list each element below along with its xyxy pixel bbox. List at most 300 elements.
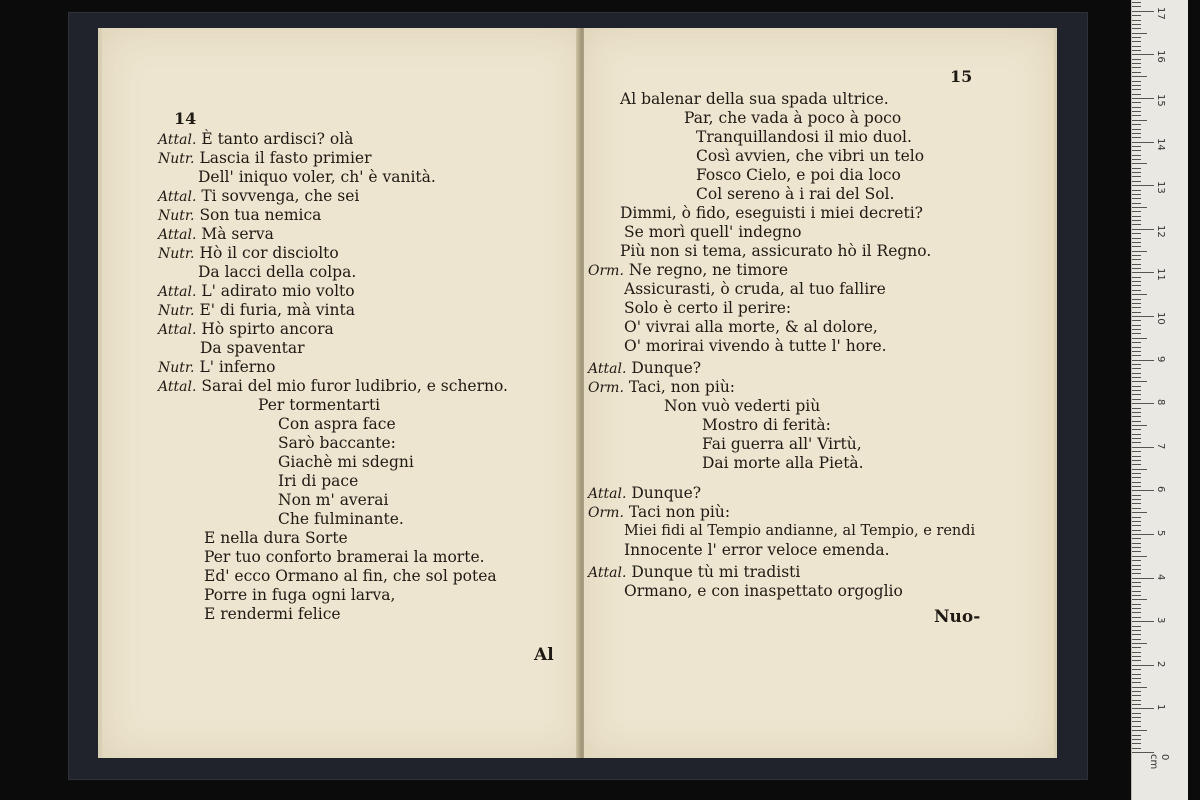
ruler-tick bbox=[1132, 565, 1141, 566]
ruler-tick bbox=[1132, 76, 1147, 77]
ruler-number: 3 bbox=[1155, 617, 1166, 624]
speaker: Orm. bbox=[588, 505, 624, 521]
ruler-number: 14 bbox=[1155, 138, 1166, 151]
right-folio: 15 bbox=[950, 67, 973, 86]
ruler-tick bbox=[1132, 41, 1141, 42]
ruler-tick bbox=[1132, 264, 1141, 265]
speaker: Nutr. bbox=[158, 246, 195, 262]
ruler-tick bbox=[1132, 146, 1141, 147]
ruler-number: 8 bbox=[1155, 399, 1166, 406]
verse: Mostro di ferità: bbox=[702, 416, 831, 434]
ruler-tick bbox=[1132, 429, 1141, 430]
ruler-tick bbox=[1132, 669, 1141, 670]
ruler-tick bbox=[1132, 373, 1141, 374]
verse: Così avvien, che vibri un telo bbox=[696, 147, 925, 165]
right-line-13 bbox=[624, 318, 878, 336]
ruler-tick bbox=[1132, 394, 1141, 395]
ruler-tick bbox=[1132, 67, 1141, 68]
ruler-number: 7 bbox=[1155, 443, 1166, 450]
ruler-tick bbox=[1132, 277, 1141, 278]
ruler-tick bbox=[1132, 390, 1141, 391]
ruler-tick bbox=[1132, 333, 1141, 334]
ruler-tick bbox=[1132, 682, 1141, 683]
ruler-number: 15 bbox=[1155, 94, 1166, 107]
verse: Dimmi, ò fido, eseguisti i miei decreti? bbox=[620, 204, 923, 222]
ruler-number: 1 bbox=[1155, 704, 1166, 711]
verse: Dai morte alla Pietà. bbox=[702, 454, 864, 472]
verse: Par, che vada à poco à poco bbox=[684, 109, 902, 127]
right-page bbox=[584, 28, 1057, 758]
ruler-tick bbox=[1132, 735, 1141, 736]
right-line-5 bbox=[696, 166, 901, 184]
verse: Dunque? bbox=[631, 359, 702, 377]
verse: Se morì quell' indegno bbox=[624, 223, 802, 241]
verse: E' di furia, mà vinta bbox=[199, 301, 355, 319]
ruler-tick bbox=[1132, 294, 1147, 295]
ruler-tick bbox=[1132, 133, 1141, 134]
ruler-tick bbox=[1132, 416, 1141, 417]
ruler-tick bbox=[1132, 469, 1147, 470]
ruler-tick bbox=[1132, 28, 1141, 29]
verse: Innocente l' error veloce emenda. bbox=[624, 541, 890, 559]
verse: Ne regno, ne timore bbox=[628, 261, 789, 279]
left-line-1 bbox=[158, 130, 353, 149]
left-line-25 bbox=[204, 586, 395, 604]
speaker: Attal. bbox=[158, 379, 197, 395]
verse: Dunque tù mi tradisti bbox=[631, 563, 801, 581]
ruler-tick bbox=[1132, 290, 1141, 291]
ruler-tick bbox=[1132, 704, 1141, 705]
left-line-22 bbox=[204, 529, 348, 547]
ruler-tick bbox=[1132, 72, 1141, 73]
ruler-tick bbox=[1132, 482, 1141, 483]
right-line-6 bbox=[696, 185, 894, 203]
verse: Giachè mi sdegni bbox=[278, 453, 414, 471]
right-line-24 bbox=[624, 541, 890, 559]
ruler-tick bbox=[1132, 399, 1141, 400]
ruler-number: 9 bbox=[1155, 356, 1166, 363]
ruler-tick bbox=[1132, 403, 1154, 404]
ruler-tick bbox=[1132, 355, 1141, 356]
ruler-tick bbox=[1132, 556, 1147, 557]
ruler-tick bbox=[1132, 687, 1147, 688]
ruler-tick bbox=[1132, 713, 1141, 714]
ruler-tick bbox=[1132, 320, 1141, 321]
ruler-tick bbox=[1132, 525, 1141, 526]
ruler-tick bbox=[1132, 299, 1141, 300]
verse: Porre in fuga ogni larva, bbox=[204, 586, 396, 604]
verse: Sarò baccante: bbox=[278, 434, 396, 452]
speaker: Attal. bbox=[158, 189, 197, 205]
ruler-tick bbox=[1132, 172, 1141, 173]
left-line-20 bbox=[278, 491, 388, 509]
verse: Più non si tema, assicurato hò il Regno. bbox=[620, 242, 932, 260]
ruler-tick bbox=[1132, 312, 1141, 313]
verse: O' morirai vivendo à tutte l' hore. bbox=[624, 337, 887, 355]
ruler-tick bbox=[1132, 54, 1154, 55]
ruler-tick bbox=[1132, 94, 1141, 95]
ruler-tick bbox=[1132, 364, 1141, 365]
ruler-tick bbox=[1132, 674, 1141, 675]
verse: Da lacci della colpa. bbox=[198, 263, 357, 281]
right-line-16 bbox=[588, 378, 735, 397]
ruler-number: 13 bbox=[1155, 181, 1166, 194]
verse: È tanto ardisci? olà bbox=[201, 130, 354, 148]
speaker: Nutr. bbox=[158, 303, 195, 319]
ruler-tick bbox=[1132, 229, 1154, 230]
speaker: Nutr. bbox=[158, 151, 195, 167]
ruler-tick bbox=[1132, 368, 1141, 369]
ruler-tick bbox=[1132, 512, 1147, 513]
verse: Non m' averai bbox=[278, 491, 389, 509]
ruler-tick bbox=[1132, 176, 1141, 177]
verse: Hò spirto ancora bbox=[201, 320, 334, 338]
speaker: Attal. bbox=[158, 132, 197, 148]
left-line-21 bbox=[278, 510, 404, 528]
ruler-tick bbox=[1132, 150, 1141, 151]
ruler-tick bbox=[1132, 551, 1141, 552]
ruler-tick bbox=[1132, 59, 1141, 60]
ruler-tick bbox=[1132, 473, 1141, 474]
ruler-tick bbox=[1132, 190, 1141, 191]
verse: Assicurasti, ò cruda, al tuo fallire bbox=[624, 280, 886, 298]
ruler-tick bbox=[1132, 578, 1154, 579]
ruler-tick bbox=[1132, 238, 1141, 239]
ruler-tick bbox=[1132, 185, 1154, 186]
ruler-tick bbox=[1132, 612, 1141, 613]
ruler-tick bbox=[1132, 626, 1141, 627]
verse: Ed' ecco Ormano al fin, che sol potea bbox=[204, 567, 497, 585]
verse: L' inferno bbox=[199, 358, 276, 376]
ruler-tick bbox=[1132, 307, 1141, 308]
ruler-tick bbox=[1132, 739, 1141, 740]
ruler-tick bbox=[1132, 159, 1141, 160]
verse: Solo è certo il perire: bbox=[624, 299, 792, 317]
right-line-21 bbox=[588, 484, 701, 503]
ruler-tick bbox=[1132, 460, 1141, 461]
ruler-tick bbox=[1132, 490, 1154, 491]
ruler-tick bbox=[1132, 33, 1147, 34]
left-line-16 bbox=[278, 415, 396, 433]
right-line-19 bbox=[702, 435, 862, 453]
verse: Tranquillandosi il mio duol. bbox=[696, 128, 912, 146]
ruler-tick bbox=[1132, 591, 1141, 592]
ruler-tick bbox=[1132, 351, 1141, 352]
ruler-tick bbox=[1132, 617, 1141, 618]
verse: Con aspra face bbox=[278, 415, 396, 433]
ruler-tick bbox=[1132, 421, 1141, 422]
speaker: Attal. bbox=[588, 565, 627, 581]
right-catchword: Nuo- bbox=[934, 607, 981, 627]
ruler-tick bbox=[1132, 203, 1141, 204]
ruler-tick bbox=[1132, 381, 1147, 382]
speaker: Attal. bbox=[588, 486, 627, 502]
left-line-26 bbox=[204, 605, 341, 623]
ruler-tick bbox=[1132, 595, 1141, 596]
ruler-tick bbox=[1132, 495, 1141, 496]
speaker: Attal. bbox=[158, 322, 197, 338]
ruler-tick bbox=[1132, 338, 1147, 339]
verse: Taci, non più: bbox=[628, 378, 736, 396]
ruler-tick bbox=[1132, 142, 1154, 143]
ruler-tick bbox=[1132, 137, 1141, 138]
ruler-tick bbox=[1132, 89, 1141, 90]
speaker: Nutr. bbox=[158, 208, 195, 224]
ruler-tick bbox=[1132, 198, 1141, 199]
ruler-tick bbox=[1132, 124, 1141, 125]
ruler-tick bbox=[1132, 303, 1141, 304]
verse: Dunque? bbox=[631, 484, 702, 502]
ruler-tick bbox=[1132, 155, 1141, 156]
ruler-tick bbox=[1132, 168, 1141, 169]
left-line-9 bbox=[158, 282, 355, 301]
ruler-tick bbox=[1132, 464, 1141, 465]
left-line-12 bbox=[200, 339, 305, 357]
speaker: Attal. bbox=[158, 284, 197, 300]
ruler-tick bbox=[1132, 50, 1141, 51]
ruler-tick bbox=[1132, 700, 1141, 701]
ruler-tick bbox=[1132, 503, 1141, 504]
ruler-tick bbox=[1132, 242, 1141, 243]
ruler-tick bbox=[1132, 647, 1141, 648]
ruler-tick bbox=[1132, 530, 1141, 531]
ruler-tick bbox=[1132, 604, 1141, 605]
right-line-15 bbox=[588, 359, 701, 378]
left-line-4 bbox=[158, 187, 359, 206]
verse: Ti sovvenga, che sei bbox=[201, 187, 360, 205]
ruler-tick bbox=[1132, 46, 1141, 47]
ruler-tick bbox=[1132, 538, 1141, 539]
verse: Ormano, e con inaspettato orgoglio bbox=[624, 582, 903, 600]
right-line-2 bbox=[684, 109, 901, 127]
speaker: Attal. bbox=[588, 361, 627, 377]
ruler-tick bbox=[1132, 678, 1141, 679]
ruler-tick bbox=[1132, 599, 1147, 600]
ruler-tick bbox=[1132, 499, 1141, 500]
ruler-tick bbox=[1132, 129, 1141, 130]
ruler-tick bbox=[1132, 425, 1147, 426]
ruler-tick bbox=[1132, 695, 1141, 696]
ruler-tick bbox=[1132, 115, 1141, 116]
right-line-7 bbox=[620, 204, 923, 222]
right-line-8 bbox=[624, 223, 802, 241]
ruler-tick bbox=[1132, 547, 1141, 548]
left-line-3 bbox=[198, 168, 436, 186]
ruler-tick bbox=[1132, 634, 1141, 635]
speaker: Nutr. bbox=[158, 360, 195, 376]
verse: Lascia il fasto primier bbox=[199, 149, 372, 167]
verse: Hò il cor disciolto bbox=[199, 244, 339, 262]
ruler-tick bbox=[1132, 730, 1147, 731]
ruler-tick bbox=[1132, 456, 1141, 457]
verse: Fai guerra all' Virtù, bbox=[702, 435, 862, 453]
ruler-tick bbox=[1132, 451, 1141, 452]
ruler-tick bbox=[1132, 442, 1141, 443]
left-line-19 bbox=[278, 472, 358, 490]
ruler-tick bbox=[1132, 6, 1141, 7]
right-line-3 bbox=[696, 128, 912, 146]
ruler-tick bbox=[1132, 652, 1141, 653]
ruler-tick bbox=[1132, 224, 1141, 225]
ruler-tick bbox=[1132, 748, 1141, 749]
ruler-tick bbox=[1132, 342, 1141, 343]
right-line-17 bbox=[664, 397, 820, 415]
ruler-unit-label: 0 cm bbox=[1148, 754, 1170, 770]
right-line-11 bbox=[624, 280, 886, 298]
verse: Son tua nemica bbox=[199, 206, 322, 224]
ruler-tick bbox=[1132, 665, 1154, 666]
left-line-14 bbox=[158, 377, 508, 396]
ruler-tick bbox=[1132, 408, 1141, 409]
ruler-number: 5 bbox=[1155, 530, 1166, 537]
verse: Sarai del mio furor ludibrio, e scherno. bbox=[201, 377, 508, 395]
ruler-tick bbox=[1132, 447, 1154, 448]
verse: Dell' iniquo voler, ch' è vanità. bbox=[198, 168, 436, 186]
ruler-number: 17 bbox=[1155, 7, 1166, 20]
verse: Che fulminante. bbox=[278, 510, 404, 528]
right-line-22 bbox=[588, 503, 730, 522]
left-line-7 bbox=[158, 244, 339, 263]
left-line-15 bbox=[258, 396, 380, 414]
ruler-tick bbox=[1132, 691, 1141, 692]
left-line-18 bbox=[278, 453, 414, 471]
ruler-tick bbox=[1132, 582, 1141, 583]
ruler-tick bbox=[1132, 255, 1141, 256]
ruler-tick bbox=[1132, 717, 1141, 718]
ruler-tick bbox=[1132, 621, 1154, 622]
left-line-10 bbox=[158, 301, 355, 320]
ruler-tick bbox=[1132, 560, 1141, 561]
left-folio: 14 bbox=[174, 109, 197, 128]
left-line-5 bbox=[158, 206, 321, 225]
verse: Per tormentarti bbox=[258, 396, 381, 414]
verse: Per tuo conforto bramerai la morte. bbox=[204, 548, 485, 566]
ruler-tick bbox=[1132, 517, 1141, 518]
verse: Taci non più: bbox=[628, 503, 731, 521]
ruler-tick bbox=[1132, 639, 1141, 640]
ruler-tick bbox=[1132, 181, 1141, 182]
left-page bbox=[98, 28, 584, 758]
ruler-tick bbox=[1132, 20, 1141, 21]
right-line-14 bbox=[624, 337, 887, 355]
verse: Col sereno à i rai del Sol. bbox=[696, 185, 895, 203]
verse: Miei fidi al Tempio andianne, al Tempio, e rendi bbox=[624, 523, 976, 539]
ruler-tick bbox=[1132, 534, 1154, 535]
ruler-tick bbox=[1132, 220, 1141, 221]
verse: Iri di pace bbox=[278, 472, 359, 490]
measuring-ruler bbox=[1131, 0, 1188, 800]
ruler-number: 16 bbox=[1155, 50, 1166, 63]
ruler-tick bbox=[1132, 85, 1141, 86]
ruler-number: 10 bbox=[1155, 312, 1166, 325]
right-line-26 bbox=[624, 582, 903, 600]
ruler-number: 11 bbox=[1155, 268, 1166, 281]
ruler-tick bbox=[1132, 268, 1141, 269]
ruler-tick bbox=[1132, 543, 1141, 544]
verse: L' adirato mio volto bbox=[201, 282, 355, 300]
ruler-tick bbox=[1132, 81, 1141, 82]
ruler-tick bbox=[1132, 477, 1141, 478]
ruler-tick bbox=[1132, 207, 1147, 208]
ruler-tick bbox=[1132, 360, 1154, 361]
ruler-tick bbox=[1132, 233, 1141, 234]
ruler-tick bbox=[1132, 211, 1141, 212]
ruler-tick bbox=[1132, 111, 1141, 112]
ruler-tick bbox=[1132, 508, 1141, 509]
verse: Mà serva bbox=[201, 225, 274, 243]
ruler-tick bbox=[1132, 569, 1141, 570]
ruler-tick bbox=[1132, 102, 1141, 103]
ruler-tick bbox=[1132, 656, 1141, 657]
ruler-number: 6 bbox=[1155, 486, 1166, 493]
speaker: Orm. bbox=[588, 263, 624, 279]
ruler-tick bbox=[1132, 608, 1141, 609]
left-line-24 bbox=[204, 567, 497, 585]
ruler-tick bbox=[1132, 285, 1141, 286]
ruler-tick bbox=[1132, 486, 1141, 487]
ruler-tick bbox=[1132, 63, 1141, 64]
speaker: Orm. bbox=[588, 380, 624, 396]
ruler-tick bbox=[1132, 37, 1141, 38]
ruler-tick bbox=[1132, 272, 1154, 273]
ruler-tick bbox=[1132, 521, 1141, 522]
ruler-tick bbox=[1132, 586, 1141, 587]
ruler-tick bbox=[1132, 15, 1141, 16]
right-line-1 bbox=[620, 90, 889, 108]
verse: E rendermi felice bbox=[204, 605, 341, 623]
verse: Al balenar della sua spada ultrice. bbox=[620, 90, 889, 108]
left-line-13 bbox=[158, 358, 276, 377]
left-line-23 bbox=[204, 548, 485, 566]
ruler-tick bbox=[1132, 281, 1141, 282]
ruler-tick bbox=[1132, 708, 1154, 709]
verse: Fosco Cielo, e poi dia loco bbox=[696, 166, 901, 184]
left-line-6 bbox=[158, 225, 274, 244]
ruler-tick bbox=[1132, 259, 1141, 260]
ruler-tick bbox=[1132, 752, 1154, 753]
ruler-tick bbox=[1132, 11, 1154, 12]
right-line-4 bbox=[696, 147, 924, 165]
ruler-tick bbox=[1132, 325, 1141, 326]
ruler-tick bbox=[1132, 726, 1141, 727]
ruler-tick bbox=[1132, 386, 1141, 387]
ruler-number: 12 bbox=[1155, 225, 1166, 238]
ruler-number: 4 bbox=[1155, 574, 1166, 581]
ruler-tick bbox=[1132, 660, 1141, 661]
ruler-tick bbox=[1132, 573, 1141, 574]
ruler-tick bbox=[1132, 98, 1154, 99]
ruler-tick bbox=[1132, 107, 1141, 108]
right-line-25 bbox=[588, 563, 800, 582]
ruler-number: 2 bbox=[1155, 661, 1166, 668]
right-line-20 bbox=[702, 454, 864, 472]
left-line-17 bbox=[278, 434, 396, 452]
ruler-tick bbox=[1132, 246, 1141, 247]
right-line-18 bbox=[702, 416, 831, 434]
ruler-tick bbox=[1132, 120, 1147, 121]
ruler-tick bbox=[1132, 743, 1141, 744]
ruler-tick bbox=[1132, 24, 1141, 25]
left-catchword: Al bbox=[534, 645, 554, 665]
ruler-tick bbox=[1132, 194, 1141, 195]
verse: O' vivrai alla morte, & al dolore, bbox=[624, 318, 878, 336]
verse: Non vuò vederti più bbox=[664, 397, 821, 415]
ruler-tick bbox=[1132, 438, 1141, 439]
ruler-tick bbox=[1132, 412, 1141, 413]
ruler-tick bbox=[1132, 2, 1141, 3]
left-line-2 bbox=[158, 149, 372, 168]
right-line-12 bbox=[624, 299, 791, 317]
